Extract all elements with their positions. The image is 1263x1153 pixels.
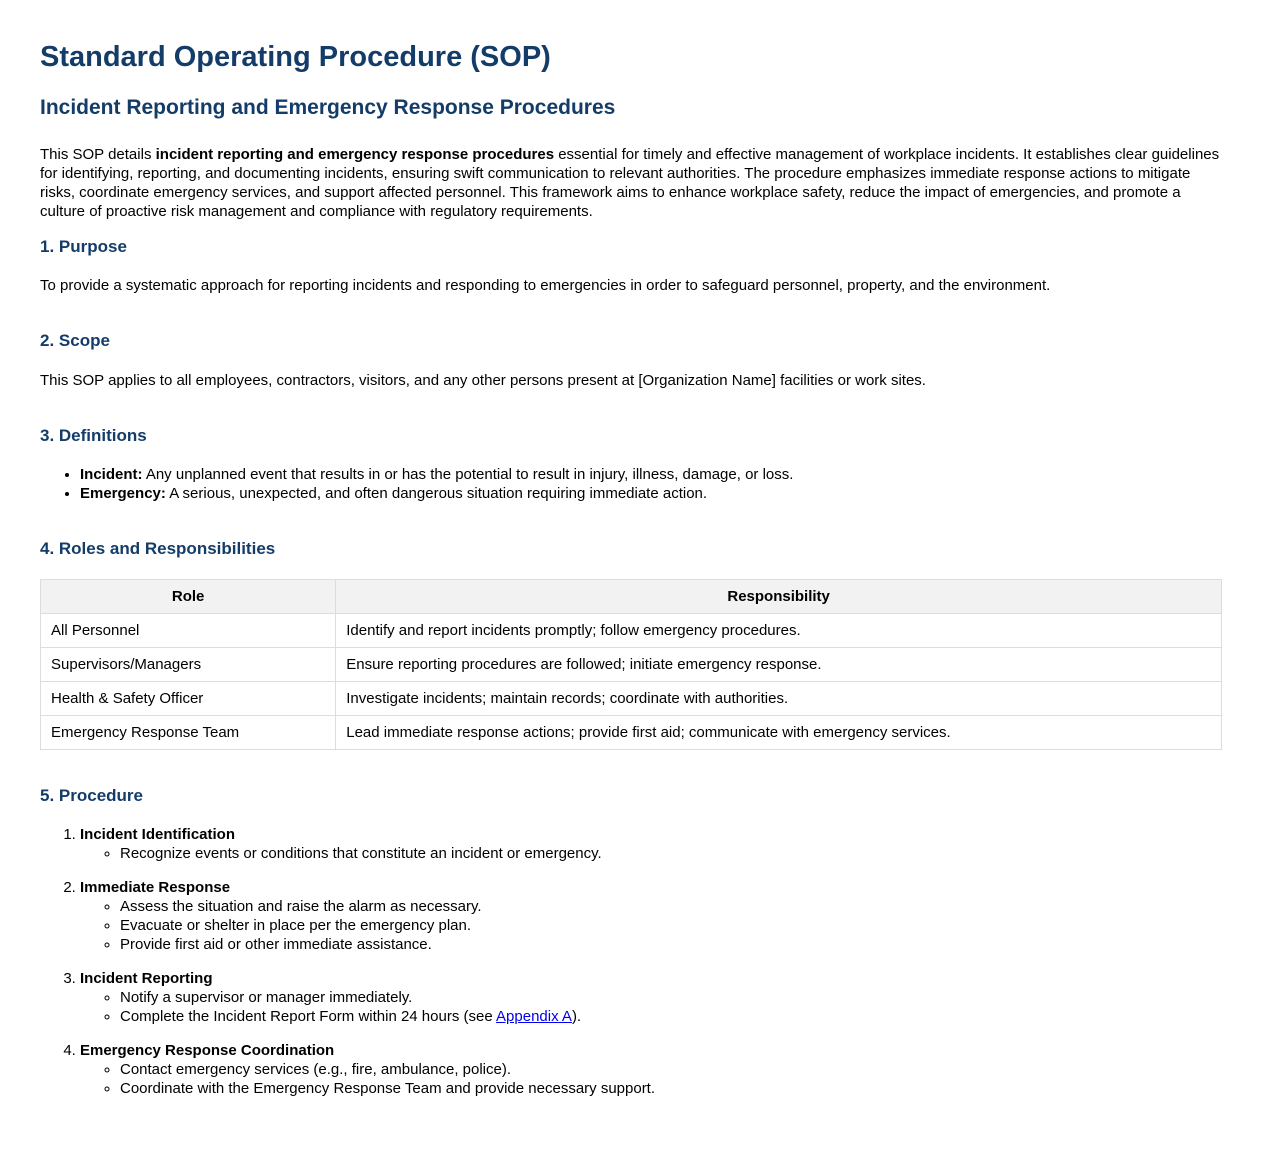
scope-body: This SOP applies to all employees, contractors, visitors, and any other persons present at [Organization Name] facilities or work sites.: [40, 371, 926, 389]
table-row: [41, 681, 1222, 715]
text-segment: Recognize events or conditions that constitute an incident or emergency.: [120, 844, 602, 862]
procedure-substep: [120, 1007, 1222, 1026]
text-segment: Evacuate or shelter in place per the emergency plan.: [120, 916, 472, 934]
procedure-step: [80, 969, 1222, 1026]
table-header-cell: Responsibility: [336, 579, 1222, 613]
table-cell: Health & Safety Officer: [41, 681, 336, 715]
page-title: Standard Operating Procedure (SOP): [40, 41, 551, 73]
table-row: [41, 647, 1222, 681]
bold-text-segment: incident reporting and emergency response procedures: [155, 145, 555, 163]
section-purpose: [40, 237, 1222, 295]
procedure-heading: 5. Procedure: [40, 785, 143, 805]
procedure-substeps: [80, 1060, 1222, 1098]
procedure-substeps: [80, 844, 1222, 863]
procedure-step: [80, 1041, 1222, 1098]
definition-term: Emergency:: [80, 485, 166, 503]
procedure-step: [80, 878, 1222, 954]
appendix-a-link[interactable]: Appendix A: [496, 1007, 572, 1025]
section-roles: [40, 539, 1222, 749]
section-definitions: [40, 426, 1222, 503]
roles-heading: 4. Roles and Responsibilities: [40, 539, 276, 559]
procedure-substeps: [80, 897, 1222, 954]
text-segment: essential for timely and effective management of workplace incidents. It establishes clear guidelines for identifying, reporting, and documenting incidents, ensuring swift communication to relevant authorities. The procedure emphasizes immediate response actions to mitigate risks, coordinate emergency services, and support affected personnel. This framework aims to enhance workplace safety, reduce the impact of emergencies, and promote a culture of proactive risk management and compliance with regulatory requirements.: [40, 145, 1220, 220]
roles-table: [40, 579, 1222, 750]
intro-paragraph: [40, 145, 1222, 221]
definition-term: Incident:: [80, 466, 143, 484]
procedure-step-title: Incident Identification: [80, 825, 236, 843]
procedure-step-title: Immediate Response: [80, 878, 231, 896]
procedure-step: [80, 825, 1222, 863]
section-procedure: [40, 786, 1222, 1098]
table-header-row: [41, 579, 1222, 613]
text-segment: Provide first aid or other immediate assistance.: [120, 935, 432, 953]
procedure-step-title: Incident Reporting: [80, 969, 213, 987]
text-segment: Coordinate with the Emergency Response Team and provide necessary support.: [120, 1079, 656, 1097]
roles-table-body: [41, 613, 1222, 749]
text-segment: Notify a supervisor or manager immediately.: [120, 988, 413, 1006]
table-cell: Ensure reporting procedures are followed; initiate emergency response.: [336, 647, 1222, 681]
procedure-substep: [120, 897, 1222, 916]
table-cell: Supervisors/Managers: [41, 647, 336, 681]
procedure-substep: [120, 844, 1222, 863]
definitions-list: [40, 465, 1222, 503]
table-row: [41, 715, 1222, 749]
procedure-list: [40, 825, 1222, 1098]
text-segment: This SOP details: [40, 145, 156, 163]
document-subtitle: Incident Reporting and Emergency Response Procedures: [40, 95, 616, 119]
purpose-heading: 1. Purpose: [40, 236, 127, 256]
procedure-substeps: [80, 988, 1222, 1026]
table-row: [41, 613, 1222, 647]
table-cell: Lead immediate response actions; provide first aid; communicate with emergency services.: [336, 715, 1222, 749]
text-segment: Contact emergency services (e.g., fire, ambulance, police).: [120, 1060, 512, 1078]
roles-table-head: [41, 579, 1222, 613]
definition-item: • Emergency: A serious, unexpected, and often dangerous situation requiring immediate action.: [80, 484, 1222, 503]
procedure-substep: [120, 916, 1222, 935]
procedure-substep: [120, 935, 1222, 954]
text-segment: Complete the Incident Report Form within 24 hours (see: [120, 1007, 497, 1025]
text-segment: ).: [571, 1007, 582, 1025]
table-cell: Identify and report incidents promptly; follow emergency procedures.: [336, 613, 1222, 647]
section-scope: [40, 331, 1222, 389]
definition-item: • Incident: Any unplanned event that results in or has the potential to result in injury, illness, damage, or loss.: [80, 465, 1222, 484]
procedure-substep: [120, 988, 1222, 1007]
table-cell: Investigate incidents; maintain records; coordinate with authorities.: [336, 681, 1222, 715]
purpose-body: To provide a systematic approach for reporting incidents and responding to emergencies in order to safeguard personnel, property, and the environment.: [40, 277, 1051, 295]
procedure-step-title: Emergency Response Coordination: [80, 1041, 335, 1059]
table-cell: Emergency Response Team: [41, 715, 336, 749]
table-header-cell: Role: [41, 579, 336, 613]
scope-heading: 2. Scope: [40, 331, 110, 351]
procedure-substep: [120, 1060, 1222, 1079]
procedure-substep: [120, 1079, 1222, 1098]
table-cell: All Personnel: [41, 613, 336, 647]
definitions-heading: 3. Definitions: [40, 425, 147, 445]
text-segment: Assess the situation and raise the alarm as necessary.: [120, 897, 482, 915]
